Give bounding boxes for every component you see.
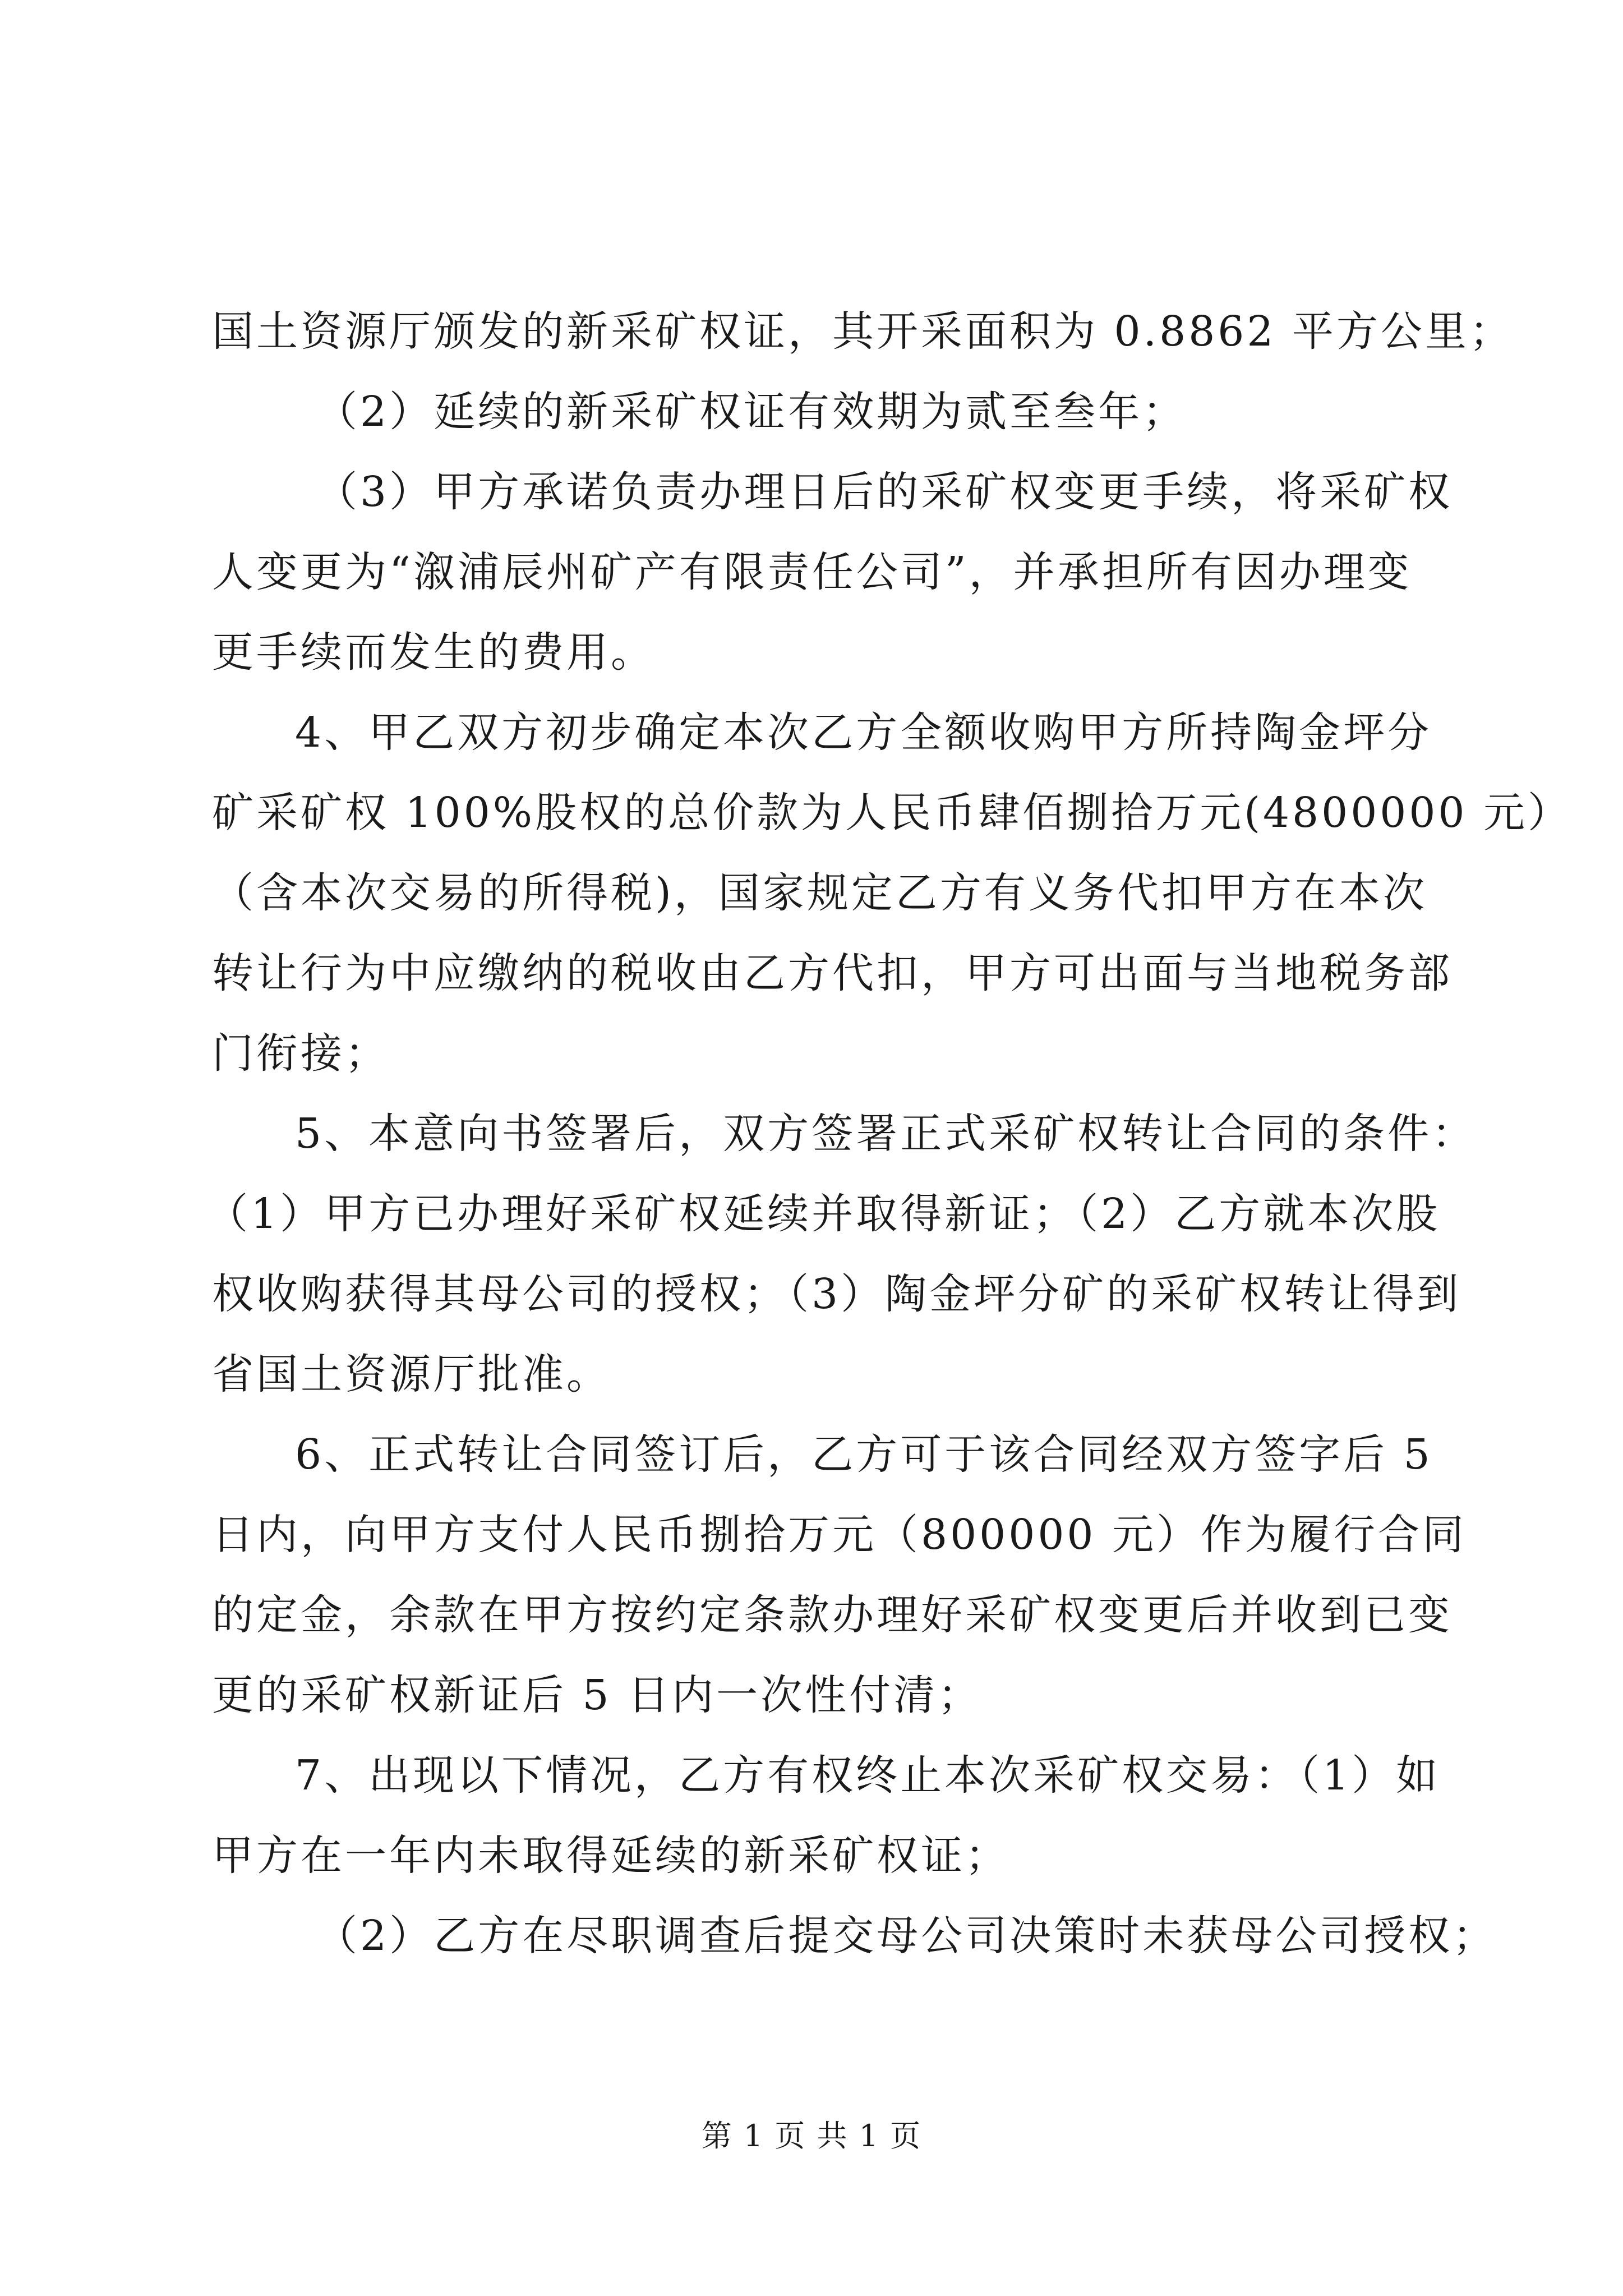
text-line: （2）乙方在尽职调查后提交母公司决策时未获母公司授权； (316, 1912, 1497, 1960)
text-line: 7、出现以下情况，乙方有权终止本次采矿权交易：（1）如 (295, 1751, 1441, 1800)
text-line: （含本次交易的所得税)，国家规定乙方有义务代扣甲方在本次 (212, 869, 1427, 917)
text-line: 的定金，余款在甲方按约定条款办理好采矿权变更后并收到已变 (212, 1591, 1453, 1639)
text-line: 矿采矿权 100%股权的总价款为人民币肆佰捌拾万元(4800000 元） (212, 789, 1573, 837)
text-line: 门衔接； (212, 1029, 389, 1078)
text-line: 国土资源厅颁发的新采矿权证，其开采面积为 0.8862 平方公里； (212, 307, 1514, 356)
text-line: （2）延续的新采矿权证有效期为贰至叁年； (316, 388, 1187, 436)
text-line: 5、本意向书签署后，双方签署正式采矿权转让合同的条件： (295, 1110, 1477, 1158)
page-footer: 第 1 页 共 1 页 (701, 2118, 922, 2154)
text-line: 省国土资源厅批准。 (212, 1350, 611, 1398)
text-line: 4、甲乙双方初步确定本次乙方全额收购甲方所持陶金坪分 (295, 708, 1432, 757)
text-line: （3）甲方承诺负责办理日后的采矿权变更手续，将采矿权 (316, 468, 1453, 516)
text-line: 6、正式转让合同签订后，乙方可于该合同经双方签字后 5 (295, 1430, 1433, 1479)
document-body (206, 292, 1573, 1976)
text-line: 更手续而发生的费用。 (212, 628, 655, 677)
text-line: 权收购获得其母公司的授权；（3）陶金坪分矿的采矿权转让得到 (212, 1270, 1461, 1318)
text-line: 甲方在一年内未取得延续的新采矿权证； (212, 1832, 1009, 1880)
text-line: （1）甲方已办理好采矿权延续并取得新证；（2）乙方就本次股 (206, 1190, 1441, 1238)
text-line: 更的采矿权新证后 5 日内一次性付清； (212, 1671, 983, 1719)
text-line: 转让行为中应缴纳的税收由乙方代扣，甲方可出面与当地税务部 (212, 949, 1453, 997)
text-line: 日内，向甲方支付人民币捌拾万元（800000 元）作为履行合同 (212, 1511, 1467, 1559)
text-line: 人变更为“溆浦辰州矿产有限责任公司”，并承担所有因办理变 (212, 548, 1412, 596)
